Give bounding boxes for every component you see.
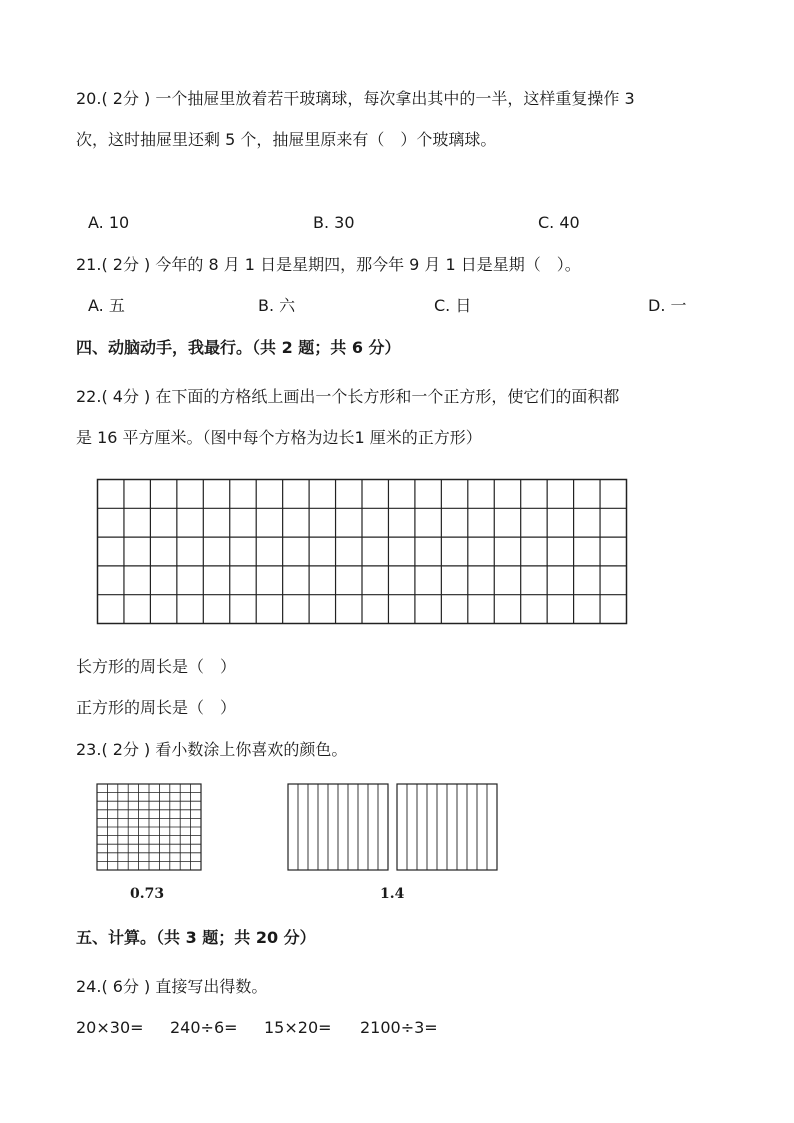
calc-problem-1: 20×30= xyxy=(76,1018,144,1037)
square-perimeter-prompt: 正方形的周长是（ ） xyxy=(76,698,237,717)
q23-text: 23.( 2分 ) 看小数涂上你喜欢的颜色。 xyxy=(76,740,348,759)
rect-perimeter-prompt: 长方形的周长是（ ） xyxy=(76,657,237,676)
calc-problem-3: 15×20= xyxy=(264,1018,332,1037)
calc-problem-4: 2100÷3= xyxy=(360,1018,438,1037)
q21-option-c[interactable]: C. 日 xyxy=(434,296,472,315)
q21-option-d[interactable]: D. 一 xyxy=(648,296,687,315)
grid-paper[interactable] xyxy=(96,478,628,626)
section-4-heading: 四、动脑动手，我最行。（共 2 题；共 6 分） xyxy=(76,338,401,357)
q20-line-2: 次，这时抽屉里还剩 5 个，抽屉里原来有（ ）个玻璃球。 xyxy=(76,130,497,149)
q24-text: 24.( 6分 ) 直接写出得数。 xyxy=(76,977,268,996)
decimal-label-0-73: 0.73 xyxy=(130,886,165,902)
decimal-label-1-4: 1.4 xyxy=(380,886,405,902)
tenths-strip-grid-2[interactable] xyxy=(396,783,498,871)
q21-option-a[interactable]: A. 五 xyxy=(88,296,125,315)
q20-line-1: 20.( 2分 ) 一个抽屉里放着若干玻璃球，每次拿出其中的一半，这样重复操作 3 xyxy=(76,89,635,108)
q22-line-1: 22.( 4分 ) 在下面的方格纸上画出一个长方形和一个正方形，使它们的面积都 xyxy=(76,387,620,406)
calc-problem-2: 240÷6= xyxy=(170,1018,238,1037)
q21-option-b[interactable]: B. 六 xyxy=(258,296,296,315)
q20-option-c[interactable]: C. 40 xyxy=(538,213,580,232)
tenths-strip-grid-1[interactable] xyxy=(287,783,389,871)
q21-text: 21.( 2分 ) 今年的 8 月 1 日是星期四，那今年 9 月 1 日是星期（ ）。 xyxy=(76,255,581,274)
hundred-square-grid[interactable] xyxy=(96,783,202,871)
q20-option-a[interactable]: A. 10 xyxy=(88,213,130,232)
q20-option-b[interactable]: B. 30 xyxy=(313,213,355,232)
section-5-heading: 五、计算。（共 3 题；共 20 分） xyxy=(76,928,316,947)
q22-line-2: 是 16 平方厘米。（图中每个方格为边长1 厘米的正方形） xyxy=(76,428,482,447)
